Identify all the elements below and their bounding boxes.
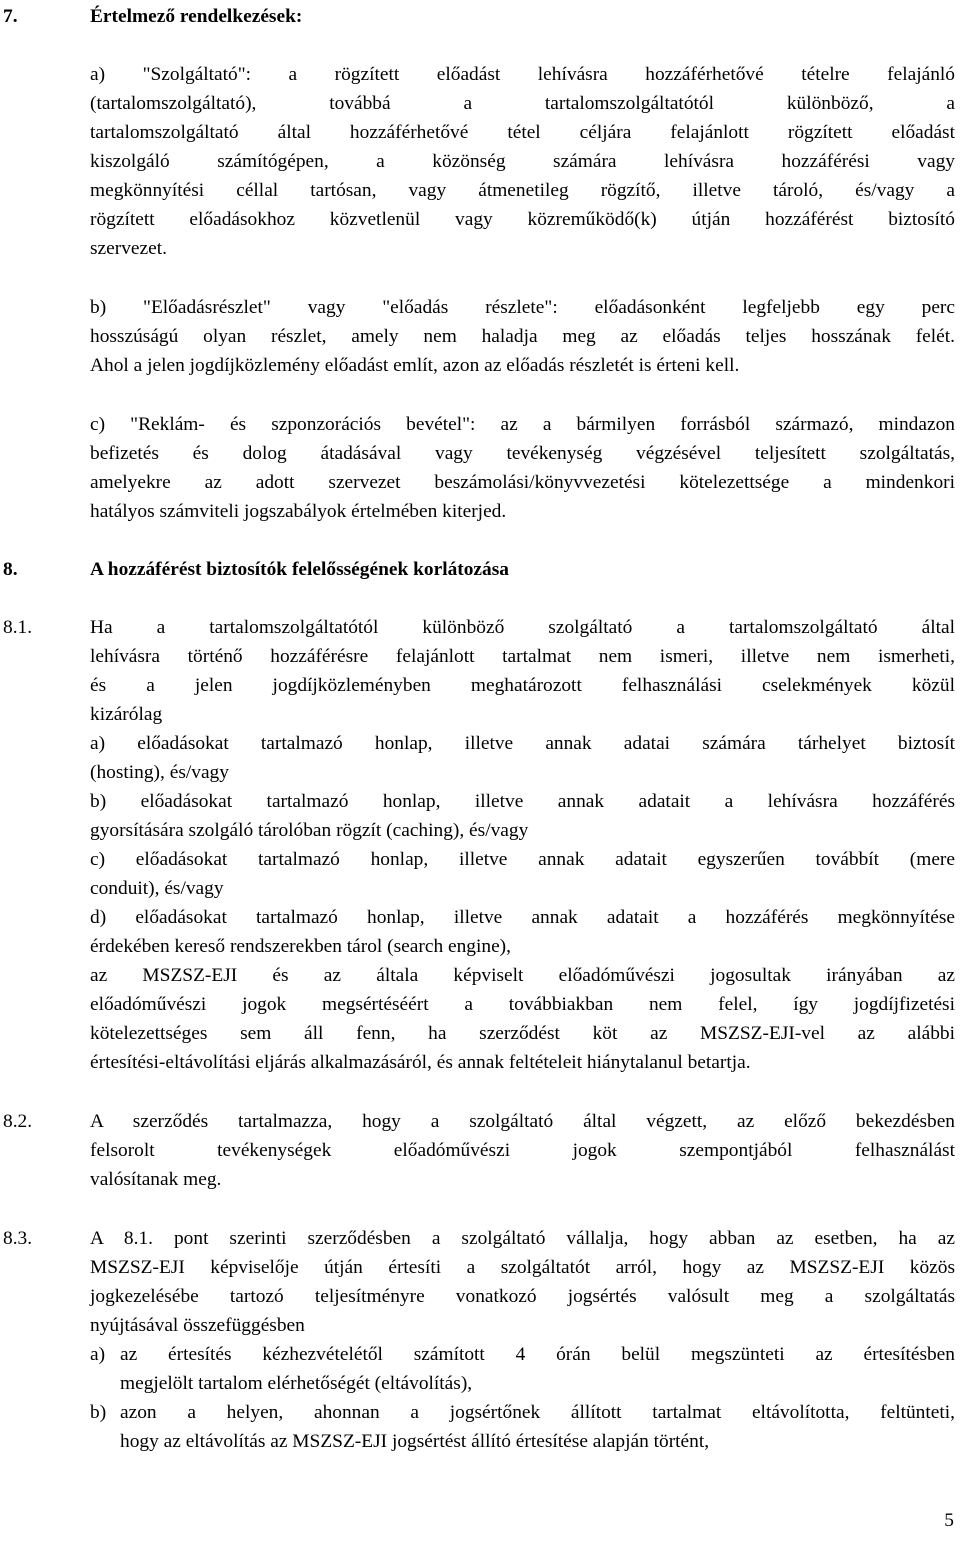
text-line: b) előadásokat tartalmazó honlap, illetve annak adatait a lehívásra hozzáférés xyxy=(90,791,955,812)
section-8-number: 8. xyxy=(3,559,18,580)
list-item-label: b) xyxy=(90,1402,107,1423)
text-line: befizetés és dolog átadásával vagy tevékenység végzésével teljesített szolgáltatás, xyxy=(90,443,955,464)
text-line: d) előadásokat tartalmazó honlap, illetve annak adatait a hozzáférés megkönnyítése xyxy=(90,907,955,928)
section-7-number: 7. xyxy=(3,6,18,27)
text-line: valósítanak meg. xyxy=(90,1169,222,1190)
text-line: érdekében kereső rendszerekben tárol (search engine), xyxy=(90,936,511,957)
text-line: c) "Reklám- és szponzorációs bevétel": az a bármilyen forrásból származó, mindazon xyxy=(90,414,955,435)
text-line: azon a helyen, ahonnan a jogsértőnek állított tartalmat eltávolította, feltünteti, xyxy=(120,1402,955,1423)
text-line: Ha a tartalomszolgáltatótól különböző szolgáltató a tartalomszolgáltató által xyxy=(90,617,955,638)
list-item-body xyxy=(120,1398,955,1456)
paragraph-8-2 xyxy=(90,1107,955,1194)
text-line: (tartalomszolgáltató), továbbá a tartalomszolgáltatótól különböző, a xyxy=(90,93,955,114)
paragraph-8-2-number: 8.2. xyxy=(3,1111,33,1132)
text-line: a) előadásokat tartalmazó honlap, illetve annak adatai számára tárhelyet biztosít xyxy=(90,733,955,754)
list-item-label: a) xyxy=(90,1344,106,1365)
text-line: jogkezelésébe tartozó teljesítményre vonatkozó jogsértés valósult meg a szolgáltatás xyxy=(90,1286,955,1307)
text-line: az értesítés kézhezvételétől számított 4 órán belül megszünteti az értesítésben xyxy=(120,1344,955,1365)
text-line: kötelezettséges sem áll fenn, ha szerződést köt az MSZSZ-EJI-vel az alábbi xyxy=(90,1023,955,1044)
text-line: megjelölt tartalom elérhetőségét (eltávolítás), xyxy=(120,1373,473,1394)
text-line: tartalomszolgáltató által hozzáférhetővé tétel céljára felajánlott rögzített előadást xyxy=(90,122,955,143)
text-line: értesítési-eltávolítási eljárás alkalmazásáról, és annak feltételeit hiánytalanul betartja. xyxy=(90,1052,751,1073)
text-line: MSZSZ-EJI képviselője útján értesíti a szolgáltatót arról, hogy az MSZSZ-EJI közös xyxy=(90,1257,955,1278)
section-7-title: Értelmező rendelkezések: xyxy=(90,6,303,27)
text-line: előadóművészi jogok megsértéséért a továbbiakban nem felel, így jogdíjfizetési xyxy=(90,994,955,1015)
paragraph-8-3 xyxy=(90,1224,955,1340)
text-line: kizárólag xyxy=(90,704,163,725)
text-line: lehívásra történő hozzáférésre felajánlott tartalmat nem ismeri, illetve nem ismerheti, xyxy=(90,646,955,667)
section-8-title: A hozzáférést biztosítók felelősségének korlátozása xyxy=(90,559,509,580)
text-line: megkönnyítési céllal tartósan, vagy átmenetileg rögzítő, illetve tároló, és/vagy a xyxy=(90,180,955,201)
text-line: kiszolgáló számítógépen, a közönség számára lehívásra hozzáférési vagy xyxy=(90,151,955,172)
definition-b xyxy=(90,293,955,380)
paragraph-8-1 xyxy=(90,613,955,1077)
text-line: (hosting), és/vagy xyxy=(90,762,229,783)
text-line: a) "Szolgáltató": a rögzített előadást lehívásra hozzáférhetővé tételre felajánló xyxy=(90,64,955,85)
text-line: b) "Előadásrészlet" vagy "előadás részlete": előadásonként legfeljebb egy perc xyxy=(90,297,955,318)
text-line: nyújtásával összefüggésben xyxy=(90,1315,305,1336)
text-line: hogy az eltávolítás az MSZSZ-EJI jogsértést állító értesítése alapján történt, xyxy=(120,1431,710,1452)
text-line: A szerződés tartalmazza, hogy a szolgáltató által végzett, az előző bekezdésben xyxy=(90,1111,955,1132)
definition-c xyxy=(90,410,955,526)
page-number: 5 xyxy=(944,1510,954,1531)
text-line: conduit), és/vagy xyxy=(90,878,224,899)
text-line: és a jelen jogdíjközleményben meghatározott felhasználási cselekmények közül xyxy=(90,675,955,696)
text-line: amelyekre az adott szervezet beszámolási/könyvvezetési kötelezettsége a mindenkori xyxy=(90,472,955,493)
text-line: hosszúságú olyan részlet, amely nem haladja meg az előadás teljes hosszának felét. xyxy=(90,326,955,347)
text-line: hatályos számviteli jogszabályok értelmében kiterjed. xyxy=(90,501,507,522)
text-line: rögzített előadásokhoz közvetlenül vagy közreműködő(k) útján hozzáférést biztosító xyxy=(90,209,955,230)
text-line: gyorsítására szolgáló tárolóban rögzít (caching), és/vagy xyxy=(90,820,529,841)
paragraph-8-1-number: 8.1. xyxy=(3,617,33,638)
text-line: szervezet. xyxy=(90,238,167,259)
list-item-body xyxy=(120,1340,955,1398)
paragraph-8-3-number: 8.3. xyxy=(3,1228,33,1249)
text-line: Ahol a jelen jogdíjközlemény előadást említ, azon az előadás részletét is érteni kell. xyxy=(90,355,740,376)
text-line: A 8.1. pont szerinti szerződésben a szolgáltató vállalja, hogy abban az esetben, ha az xyxy=(90,1228,955,1249)
text-line: felsorolt tevékenységek előadóművészi jogok szempontjából felhasználást xyxy=(90,1140,955,1161)
text-line: c) előadásokat tartalmazó honlap, illetve annak adatait egyszerűen továbbít (mere xyxy=(90,849,955,870)
definition-a xyxy=(90,60,955,263)
text-line: az MSZSZ-EJI és az általa képviselt előadóművészi jogosultak irányában az xyxy=(90,965,955,986)
